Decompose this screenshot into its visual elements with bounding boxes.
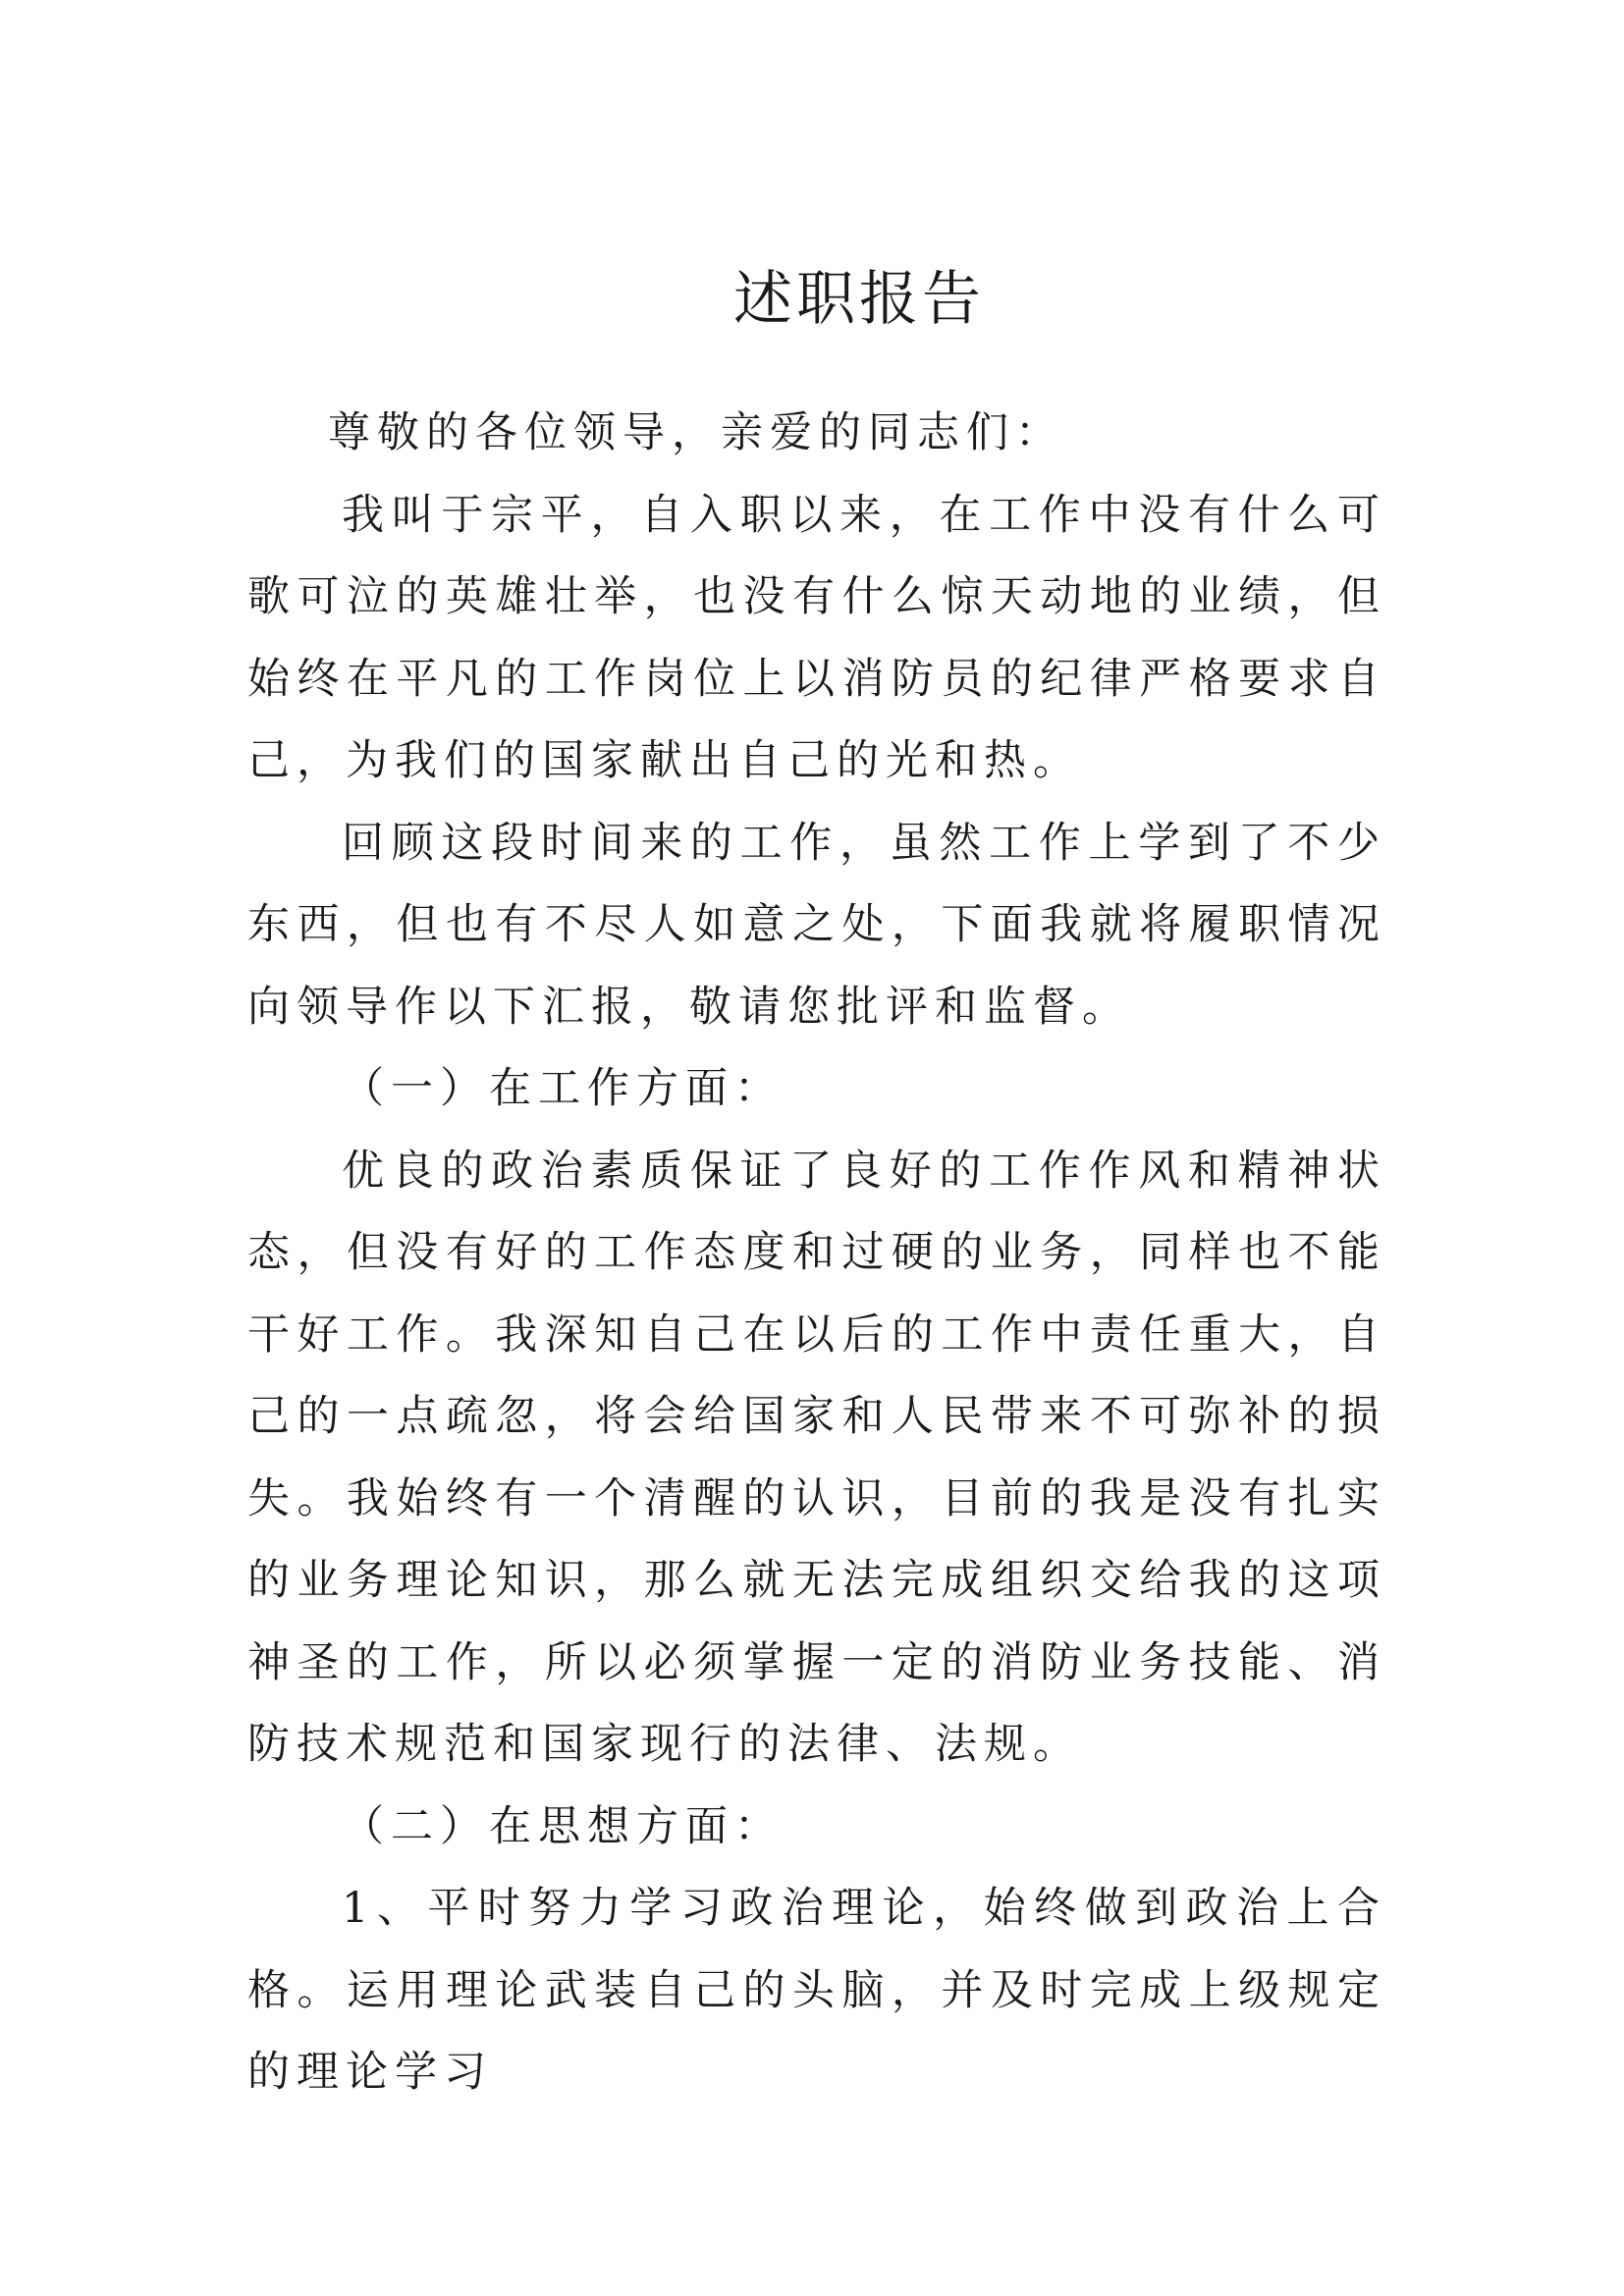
document-title: 述职报告 [733, 265, 985, 335]
salutation: 尊敬的各位领导，亲爱的同志们： [328, 408, 1064, 457]
document-body [247, 393, 1386, 2114]
paragraph-introduction: 我叫于宗平，自入职以来，在工作中没有什么可歌可泣的英雄壮举，也没有什么惊天动地的业绩，但始终在平凡的工作岗位上以消防员的纪律严格要求自己，为我们的国家献出自己的光和热。 [247, 490, 1386, 785]
paragraph-work: 优良的政治素质保证了良好的工作作风和精神状态，但没有好的工作态度和过硬的业务，同样也不能干好工作。我深知自己在以后的工作中责任重大，自己的一点疏忽，将会给国家和人民带来不可弥补的损失。我始终有一个清醒的认识，目前的我是没有扎实的业务理论知识，那么就无法完成组织交给我的这项神圣的工作，所以必须掌握一定的消防业务技能、消防技术规范和国家现行的法律、法规。 [247, 1146, 1386, 1769]
paragraph-thought: 1、平时努力学习政治理论，始终做到政治上合格。运用理论武装自己的头脑，并及时完成上级规定的理论学习 [247, 1884, 1386, 2097]
paragraph-review: 回顾这段时间来的工作，虽然工作上学到了不少东西，但也有不尽人如意之处，下面我就将履职情况向领导作以下汇报，敬请您批评和监督。 [247, 818, 1386, 1032]
section-heading-work: （一）在工作方面： [342, 1064, 784, 1113]
section-heading-thought: （二）在思想方面： [342, 1801, 784, 1851]
